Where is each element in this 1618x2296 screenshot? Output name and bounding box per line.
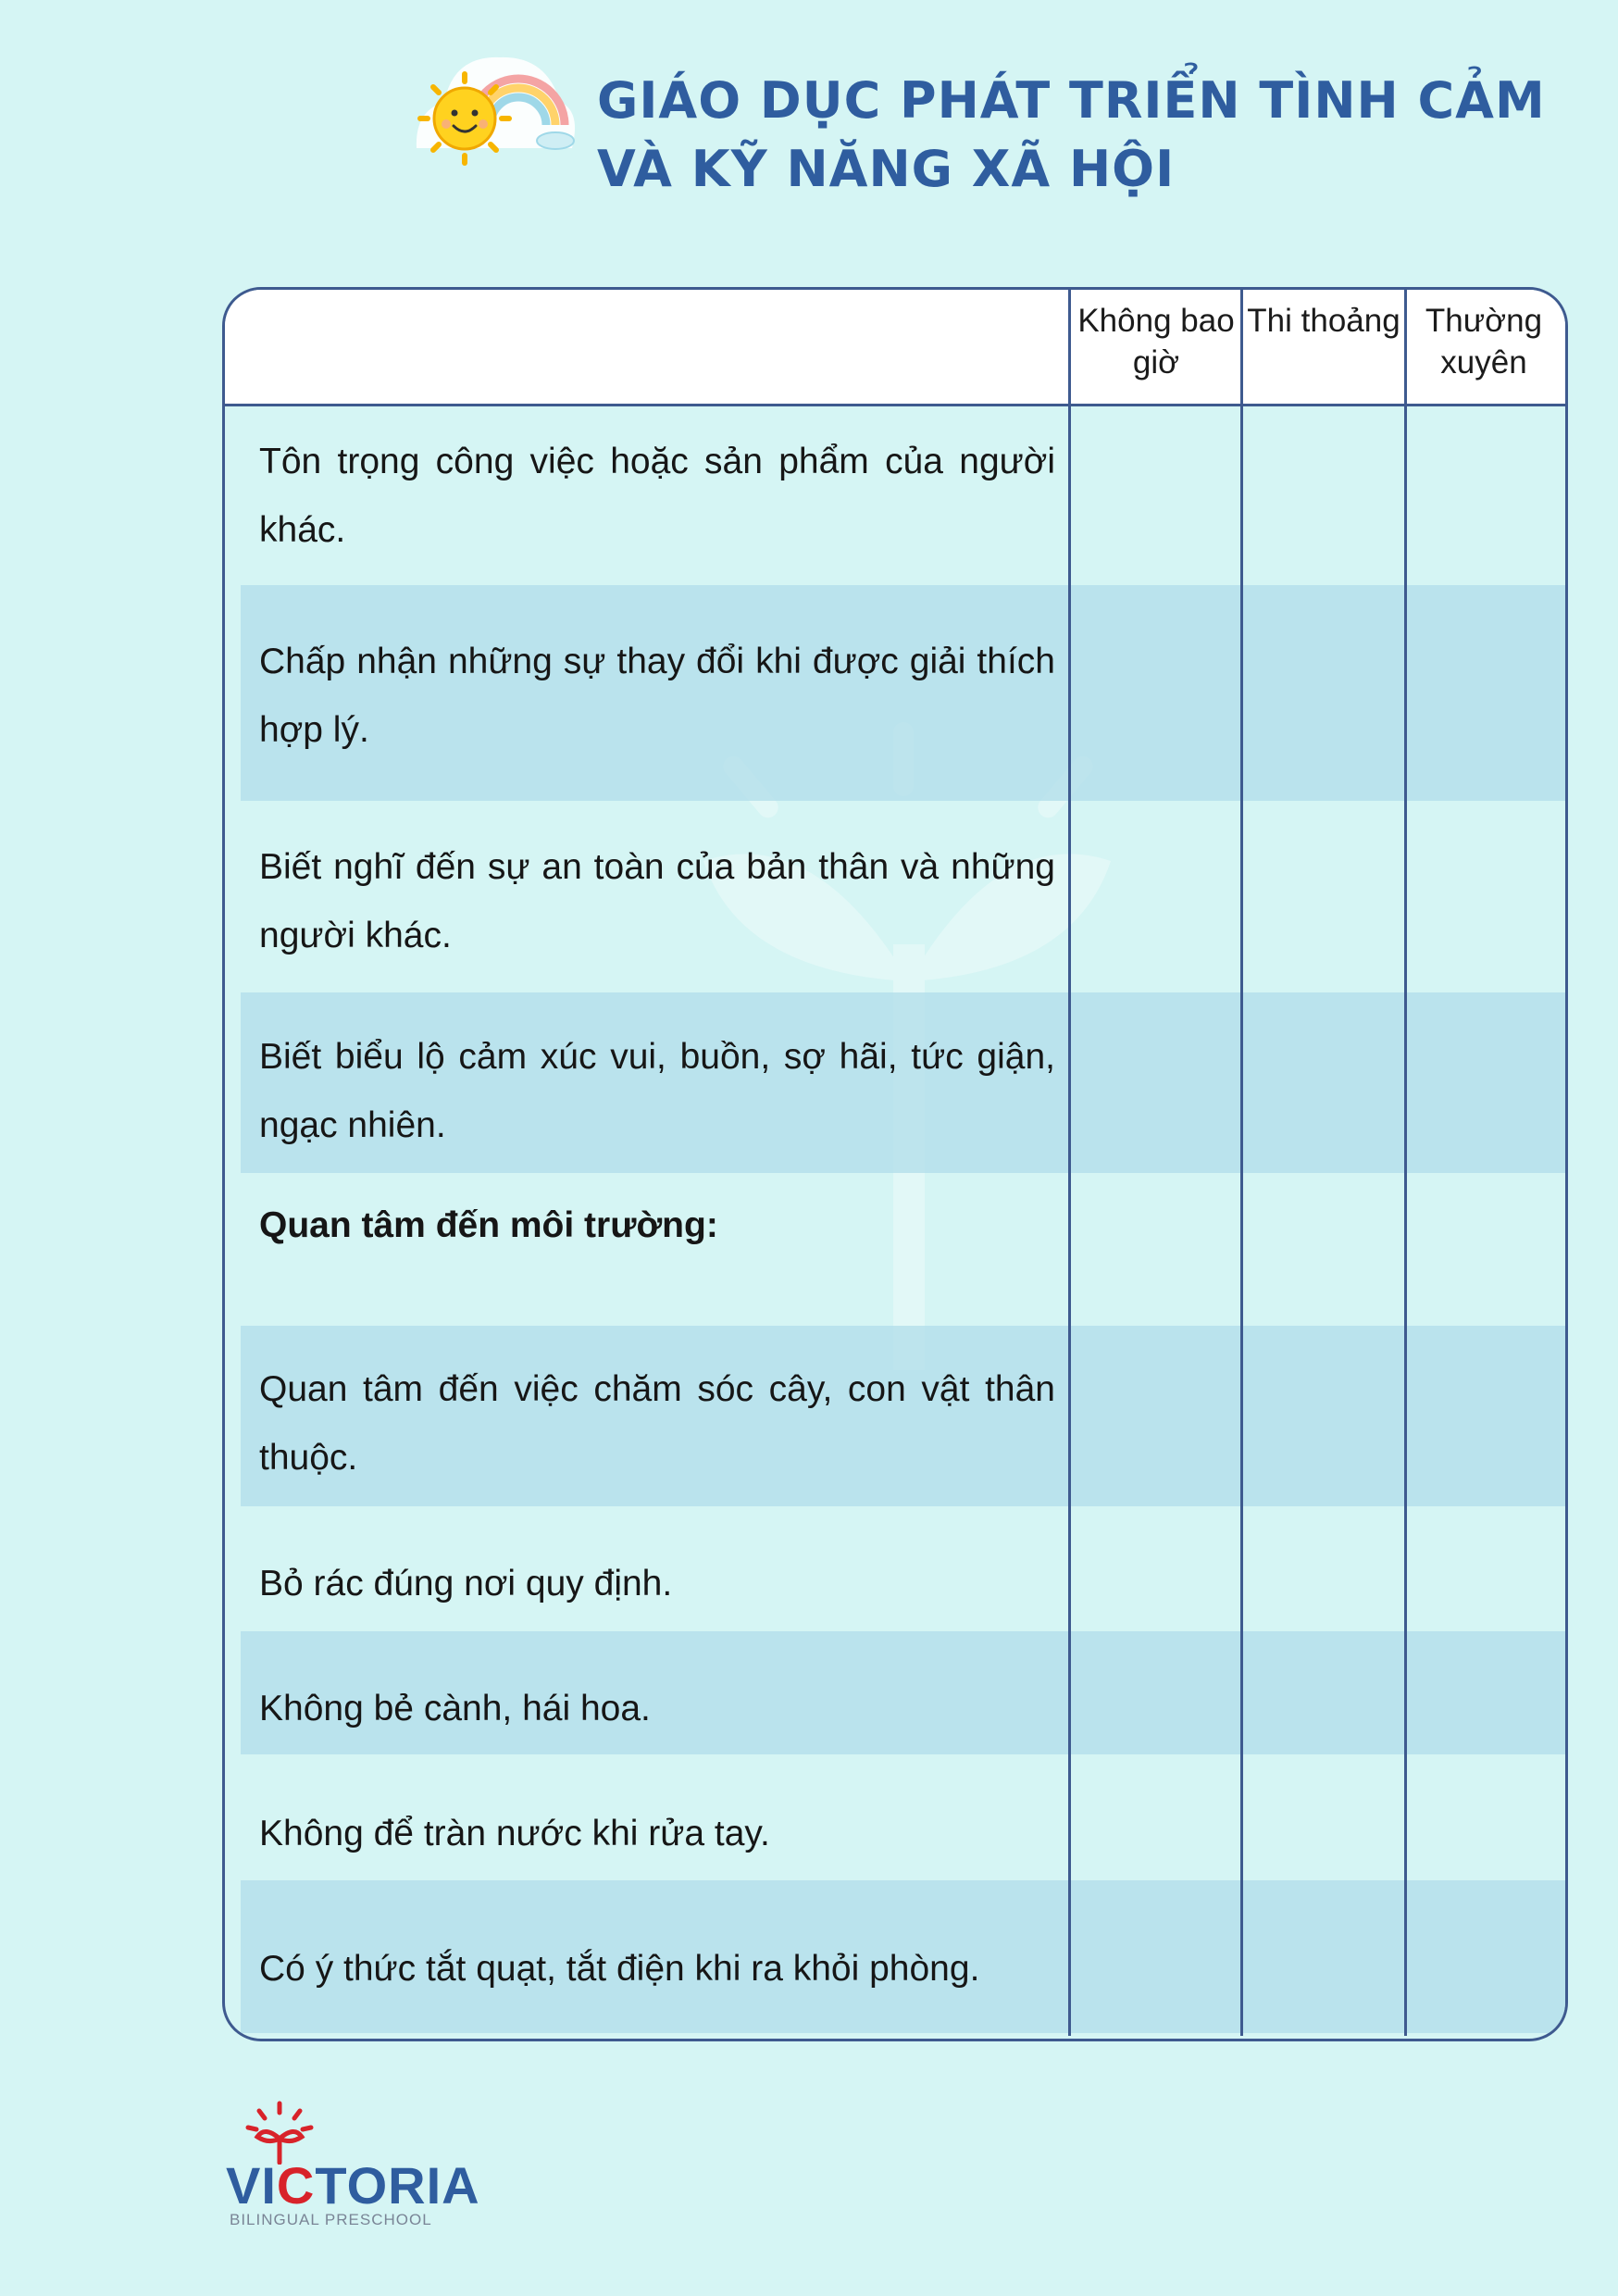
row-criterion-text: Bỏ rác đúng nơi quy định. — [259, 1564, 673, 1603]
assessment-table — [222, 287, 1566, 2040]
row-criterion-text: Tôn trọng công việc hoặc sản phẩm của người khác. — [259, 442, 1055, 550]
victoria-logo — [224, 2100, 480, 2229]
column-divider — [1404, 287, 1407, 2036]
section-heading: Quan tâm đến môi trường: — [259, 1205, 718, 1245]
logo-word-part: VI — [226, 2156, 277, 2215]
column-header-never: Không bao giờ — [1077, 303, 1235, 381]
sun-rainbow-icon — [407, 37, 583, 167]
column-divider — [1240, 287, 1243, 2036]
row-criterion-text: Không bẻ cành, hái hoa. — [259, 1689, 651, 1728]
row-criterion-text: Biết biểu lộ cảm xúc vui, buồn, sợ hãi, tức giận, ngạc nhiên. — [259, 1037, 1055, 1145]
column-header-sometimes: Thi thoảng — [1247, 303, 1400, 339]
logo-word-part: TORIA — [315, 2156, 480, 2215]
page-title — [597, 67, 1546, 204]
page-title-line-2: VÀ KỸ NĂNG XÃ HỘI — [597, 140, 1176, 198]
row-criterion-text: Chấp nhận những sự thay đổi khi được giải thích hợp lý. — [259, 642, 1055, 750]
logo-word-part: C — [276, 2156, 316, 2215]
logo-subtitle: BILINGUAL PRESCHOOL — [230, 2211, 432, 2228]
column-divider — [1068, 287, 1071, 2036]
row-criterion-text: Quan tâm đến việc chăm sóc cây, con vật thân thuộc. — [259, 1369, 1055, 1478]
column-header-often: Thường xuyên — [1425, 303, 1543, 381]
logo-wordmark — [226, 2155, 480, 2215]
row-criterion-text: Có ý thức tắt quạt, tắt điện khi ra khỏi phòng. — [259, 1949, 980, 1989]
page-title-line-1: GIÁO DỤC PHÁT TRIỂN TÌNH CẢM — [597, 71, 1546, 130]
row-criterion-text: Không để tràn nước khi rửa tay. — [259, 1814, 770, 1853]
row-criterion-text: Biết nghĩ đến sự an toàn của bản thân và những người khác. — [259, 847, 1055, 955]
